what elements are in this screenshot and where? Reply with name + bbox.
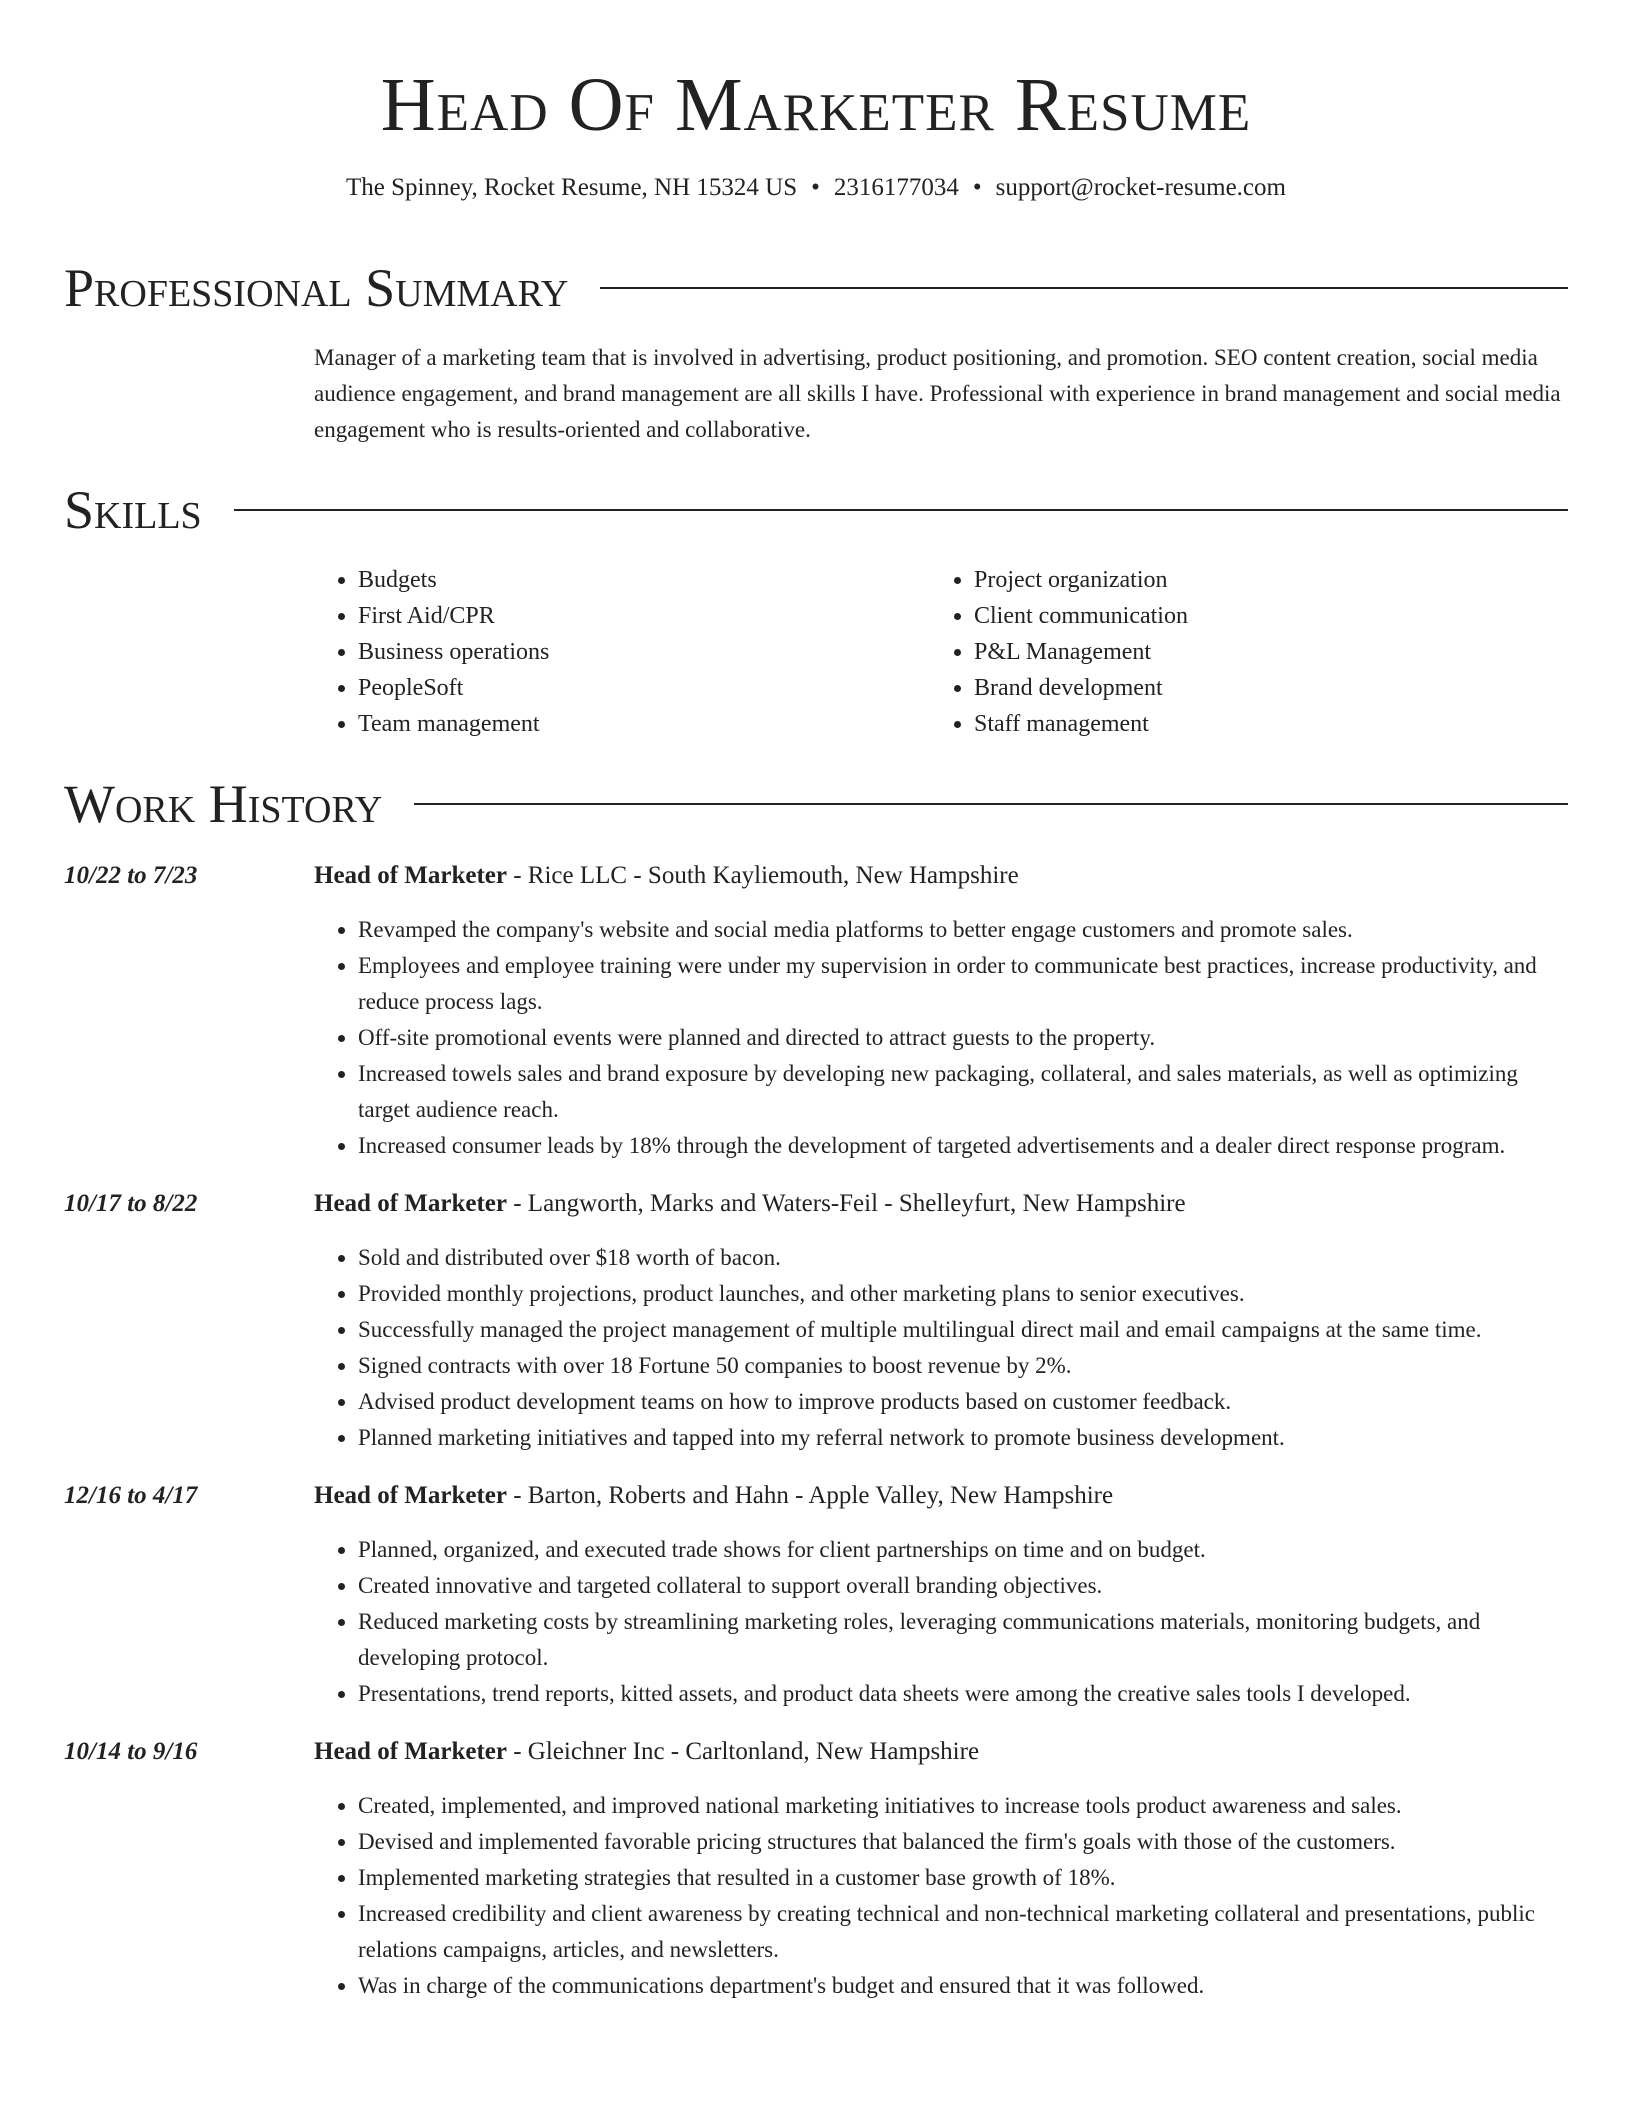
skill-item: • First Aid/CPR	[358, 598, 930, 634]
job-bullets	[314, 1788, 1568, 2004]
skill-item: • Team management	[358, 706, 930, 742]
contact-separator: •	[811, 174, 820, 201]
work-history-list	[64, 858, 1568, 2004]
section-divider	[414, 803, 1568, 805]
skill-item: • Brand development	[974, 670, 1546, 706]
job-header-row	[64, 1186, 1568, 1222]
resume-title: Head Of Marketer Resume	[380, 63, 1252, 147]
contact-separator: •	[972, 174, 982, 201]
job-bullet: • Increased consumer leads by 18% through the development of targeted advertisements and a dealer direct response program.	[358, 1128, 1568, 1164]
job-header-row	[64, 1478, 1568, 1514]
skills-list	[314, 562, 1568, 742]
job-bullet: • Implemented marketing strategies that resulted in a customer base growth of 18%.	[358, 1860, 1568, 1896]
skill-item: • Budgets	[358, 562, 930, 598]
job-title: Head of Marketer	[314, 1190, 507, 1217]
job-bullets	[314, 912, 1568, 1164]
contact-line	[64, 172, 1568, 204]
job-bullet: • Successfully managed the project management of multiple multilingual direct mail and email campaigns at the same time.	[358, 1312, 1568, 1348]
job-bullet: • Off-site promotional events were planned and directed to attract guests to the property.	[358, 1020, 1568, 1056]
job-bullet: • Planned, organized, and executed trade shows for client partnerships on time and on budget.	[358, 1532, 1568, 1568]
skill-item: • P&L Management	[974, 634, 1546, 670]
job-entry	[64, 1734, 1568, 2004]
job-bullet: • Increased credibility and client awareness by creating technical and non-technical marketing collateral and presentations, public relations campaigns, articles, and newsletters.	[358, 1896, 1568, 1968]
job-bullet: • Was in charge of the communications department's budget and ensured that it was followed.	[358, 1968, 1568, 2004]
job-bullet: • Employees and employee training were under my supervision in order to communicate best practices, increase productivity, and reduce process lags.	[358, 948, 1568, 1020]
skill-item: • Staff management	[974, 706, 1546, 742]
job-heading	[314, 1478, 1113, 1514]
job-bullets	[314, 1532, 1568, 1712]
contact-address: The Spinney, Rocket Resume, NH 15324 US	[346, 174, 798, 201]
job-title: Head of Marketer	[314, 862, 507, 889]
job-entry	[64, 858, 1568, 1164]
skill-item: • PeopleSoft	[358, 670, 930, 706]
job-bullet: • Advised product development teams on how to improve products based on customer feedback.	[358, 1384, 1568, 1420]
work-heading: Work History	[64, 774, 383, 834]
section-divider	[234, 509, 1568, 511]
job-bullet: • Planned marketing initiatives and tapped into my referral network to promote business development.	[358, 1420, 1568, 1456]
job-bullet: • Revamped the company's website and social media platforms to better engage customers and promote sales.	[358, 912, 1568, 948]
job-heading	[314, 1734, 979, 1770]
job-bullet: • Provided monthly projections, product launches, and other marketing plans to senior executives.	[358, 1276, 1568, 1312]
skill-item: • Client communication	[974, 598, 1546, 634]
job-bullet: • Sold and distributed over $18 worth of bacon.	[358, 1240, 1568, 1276]
job-entry	[64, 1186, 1568, 1456]
skill-item: • Project organization	[974, 562, 1546, 598]
skills-section-header	[64, 478, 1568, 542]
contact-phone: 2316177034	[833, 174, 959, 201]
job-employer-location: - Rice LLC - South Kayliemouth, New Hampshire	[506, 862, 1019, 889]
job-bullets	[314, 1240, 1568, 1456]
skill-item: • Business operations	[358, 634, 930, 670]
job-header-row	[64, 858, 1568, 894]
job-heading	[314, 858, 1019, 894]
work-section-header	[64, 772, 1568, 836]
skills-column-left	[314, 562, 930, 742]
job-bullet: • Presentations, trend reports, kitted assets, and product data sheets were among the creative sales tools I developed.	[358, 1676, 1568, 1712]
job-dates: 10/22 to 7/23	[64, 862, 198, 889]
job-bullet: • Devised and implemented favorable pricing structures that balanced the firm's goals with those of the customers.	[358, 1824, 1568, 1860]
job-bullet: • Reduced marketing costs by streamlining marketing roles, leveraging communications materials, monitoring budgets, and developing protocol.	[358, 1604, 1568, 1676]
job-dates: 12/16 to 4/17	[64, 1482, 198, 1509]
job-employer-location: - Langworth, Marks and Waters-Feil - Shelleyfurt, New Hampshire	[506, 1190, 1186, 1217]
contact-email: support@rocket-resume.com	[995, 174, 1286, 201]
job-bullet: • Created innovative and targeted collateral to support overall branding objectives.	[358, 1568, 1568, 1604]
job-heading	[314, 1186, 1186, 1222]
job-bullet: • Increased towels sales and brand exposure by developing new packaging, collateral, and sales materials, as well as optimizing target audience reach.	[358, 1056, 1568, 1128]
job-dates: 10/17 to 8/22	[64, 1190, 198, 1217]
job-title: Head of Marketer	[314, 1482, 507, 1509]
summary-heading: Professional Summary	[64, 258, 569, 318]
skills-column-right	[930, 562, 1546, 742]
section-divider	[600, 287, 1568, 289]
summary-section-header	[64, 256, 1568, 320]
job-employer-location: - Barton, Roberts and Hahn - Apple Valley, New Hampshire	[506, 1482, 1114, 1509]
job-entry	[64, 1478, 1568, 1712]
summary-text: Manager of a marketing team that is involved in advertising, product positioning, and promotion. SEO content creation, social media audience engagement, and brand management are all skills I have. Professional with experience in brand management and social media engagement who is results-oriented and collaborative.	[314, 345, 1561, 442]
job-title: Head of Marketer	[314, 1738, 507, 1765]
skills-heading: Skills	[64, 480, 202, 540]
job-bullet: • Signed contracts with over 18 Fortune 50 companies to boost revenue by 2%.	[358, 1348, 1568, 1384]
job-dates: 10/14 to 9/16	[64, 1738, 198, 1765]
job-bullet: • Created, implemented, and improved national marketing initiatives to increase tools product awareness and sales.	[358, 1788, 1568, 1824]
job-employer-location: - Gleichner Inc - Carltonland, New Hampshire	[506, 1738, 980, 1765]
job-header-row	[64, 1734, 1568, 1770]
